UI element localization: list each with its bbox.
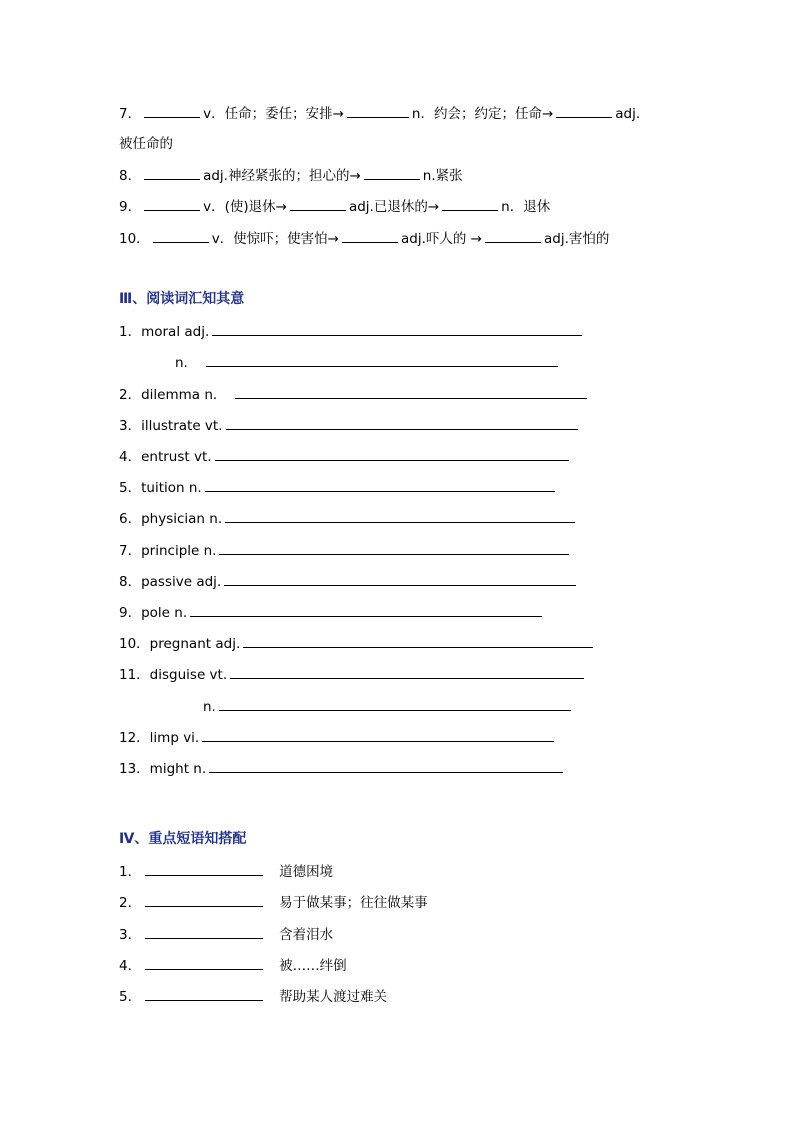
answer-blank[interactable]: [144, 104, 200, 118]
reading-vocab-item: [119, 385, 590, 403]
answer-blank[interactable]: [226, 416, 578, 430]
answer-blank[interactable]: [225, 509, 575, 523]
item-label: 13．might n.: [119, 761, 207, 777]
answer-blank[interactable]: [235, 385, 587, 399]
phrase-meaning: 被……绊倒: [279, 958, 347, 974]
phrase-meaning: 道德困境: [279, 864, 334, 880]
item-number: 9．: [119, 199, 142, 215]
reading-vocab-item: [119, 478, 558, 496]
item-number: 1．: [119, 864, 142, 880]
vocab-form-item-7-continued: [119, 135, 173, 153]
item-label: n.: [203, 699, 216, 715]
vocab-form-item-8: [119, 166, 463, 184]
item-number: 2．: [119, 895, 142, 911]
reading-vocab-item: [119, 603, 545, 621]
item-text: adj.: [615, 106, 641, 122]
answer-blank[interactable]: [219, 541, 569, 555]
reading-vocab-item: [119, 572, 579, 590]
reading-vocab-item: [119, 634, 596, 652]
vocab-form-item-10: [119, 229, 609, 247]
item-label: 5．tuition n.: [119, 480, 202, 496]
item-number: 3．: [119, 927, 142, 943]
item-label: 7．principle n.: [119, 543, 217, 559]
reading-vocab-item: [119, 322, 585, 340]
item-label: 2．dilemma n.: [119, 387, 218, 403]
item-label: n.: [175, 355, 188, 371]
item-label: 3．illustrate vt.: [119, 418, 223, 434]
answer-blank[interactable]: [212, 322, 582, 336]
answer-blank[interactable]: [290, 197, 346, 211]
answer-blank[interactable]: [144, 166, 200, 180]
phrase-item: [119, 893, 428, 911]
answer-blank[interactable]: [145, 925, 263, 939]
answer-blank[interactable]: [145, 987, 263, 1001]
item-label: 1．moral adj.: [119, 324, 210, 340]
phrase-item: [119, 956, 347, 974]
section-4-title: Ⅳ、重点短语知搭配: [119, 831, 247, 847]
answer-blank[interactable]: [485, 229, 541, 243]
answer-blank[interactable]: [442, 197, 498, 211]
item-text: n.紧张: [422, 168, 463, 184]
reading-vocab-item: [119, 416, 581, 434]
answer-blank[interactable]: [215, 447, 569, 461]
vocab-form-item-9: [119, 197, 550, 215]
item-number: 8．: [119, 168, 142, 184]
item-label: 6．physician n.: [119, 511, 223, 527]
answer-blank[interactable]: [145, 862, 263, 876]
phrase-meaning: 含着泪水: [279, 927, 334, 943]
answer-blank[interactable]: [145, 956, 263, 970]
item-label: 4．entrust vt.: [119, 449, 212, 465]
answer-blank[interactable]: [230, 665, 584, 679]
reading-vocab-item: [175, 353, 561, 371]
item-text: n．退休: [501, 199, 551, 215]
answer-blank[interactable]: [364, 166, 420, 180]
reading-vocab-item: [119, 541, 572, 559]
answer-blank[interactable]: [202, 728, 554, 742]
item-label: 10．pregnant adj.: [119, 636, 241, 652]
item-number: 7．: [119, 106, 142, 122]
reading-vocab-item: [119, 509, 578, 527]
answer-blank[interactable]: [190, 603, 542, 617]
item-text: adj.吓人的 →: [401, 231, 482, 247]
reading-vocab-item: [119, 447, 572, 465]
answer-blank[interactable]: [145, 893, 263, 907]
item-text: v．任命；委任；安排→: [203, 106, 344, 122]
item-label: 9．pole n.: [119, 605, 188, 621]
answer-blank[interactable]: [209, 759, 563, 773]
answer-blank[interactable]: [243, 634, 593, 648]
reading-vocab-item: [119, 728, 557, 746]
reading-vocab-item: [119, 665, 587, 683]
answer-blank[interactable]: [144, 197, 200, 211]
reading-vocab-item: [119, 759, 566, 777]
item-text: adj.害怕的: [544, 231, 610, 247]
item-text: v．(使)退休→: [203, 199, 287, 215]
section-3-title: Ⅲ、阅读词汇知其意: [119, 291, 245, 307]
item-text: adj.已退休的→: [348, 199, 440, 215]
item-text: adj.神经紧张的；担心的→: [203, 168, 361, 184]
item-number: 10．: [119, 231, 150, 247]
item-number: 5．: [119, 989, 142, 1005]
vocab-form-item-7: [119, 104, 640, 122]
phrase-item: [119, 987, 387, 1005]
phrase-meaning: 易于做某事；往往做某事: [279, 895, 428, 911]
phrase-meaning: 帮助某人渡过难关: [279, 989, 388, 1005]
item-number: 4．: [119, 958, 142, 974]
item-text: v．使惊吓；使害怕→: [211, 231, 339, 247]
item-label: 8．passive adj.: [119, 574, 222, 590]
item-text: 被任命的: [119, 136, 173, 152]
answer-blank[interactable]: [153, 229, 209, 243]
answer-blank[interactable]: [556, 104, 612, 118]
item-label: 12．limp vi.: [119, 730, 200, 746]
answer-blank[interactable]: [219, 697, 571, 711]
reading-vocab-item: [203, 697, 574, 715]
answer-blank[interactable]: [347, 104, 409, 118]
phrase-item: [119, 862, 333, 880]
phrase-item: [119, 925, 333, 943]
answer-blank[interactable]: [342, 229, 398, 243]
answer-blank[interactable]: [205, 478, 555, 492]
item-text: n．约会；约定；任命→: [411, 106, 554, 122]
answer-blank[interactable]: [206, 353, 558, 367]
answer-blank[interactable]: [224, 572, 576, 586]
item-label: 11．disguise vt.: [119, 667, 228, 683]
